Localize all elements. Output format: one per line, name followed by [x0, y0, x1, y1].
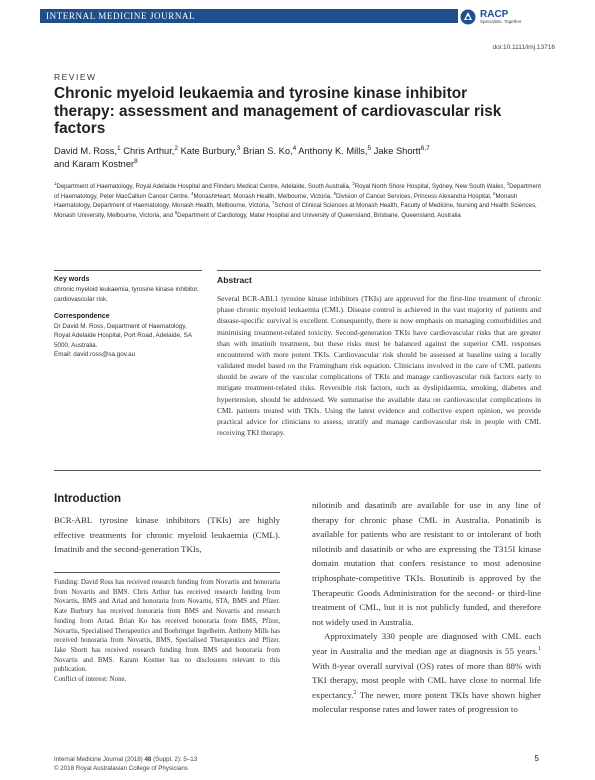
- correspondence-heading: Correspondence: [54, 312, 110, 320]
- affiliation-text: Division of Cancer Services, Princess Alexandra Hospital,: [335, 192, 494, 200]
- author-6-sup: 6,7: [420, 144, 430, 152]
- doi-link[interactable]: doi:10.1111/imj.13716: [492, 44, 555, 51]
- logo-tagline: Specialists. Together: [480, 18, 522, 24]
- author-2: Chris Arthur,: [120, 146, 175, 156]
- intro-paragraph: [312, 629, 541, 717]
- intro-column-1: [54, 513, 280, 557]
- affiliation-text: Department of Haematology, Peter MacCallum Cancer Centre,: [54, 183, 541, 200]
- affiliation-text: Royal North Shore Hospital, Sydney, New South Wales,: [354, 183, 507, 190]
- abstract-section: [217, 270, 541, 438]
- footer-copyright: © 2018 Royal Australasian College of Physicians: [54, 765, 188, 772]
- racp-seal-icon: [460, 9, 476, 25]
- author-4-sup: 4: [292, 144, 297, 152]
- footer-volume: 48: [144, 756, 152, 763]
- sidebar-info: [54, 270, 202, 367]
- intro-paragraph: BCR-ABL tyrosine kinase inhibitors (TKIs) are highly effective treatments for chronic myeloid leukaemia (CML). Imatinib and the second-generation TKIs,: [54, 515, 280, 555]
- journal-header-bar: [40, 9, 458, 23]
- correspondence-email[interactable]: Email: david.ross@sa.gov.au: [54, 351, 136, 359]
- footer-issue: (Suppl. 2): 5–13: [151, 756, 198, 763]
- page-number: 5: [534, 754, 539, 763]
- affiliation-text: MonashHeart, Monash Health, Melbourne, Victoria,: [193, 192, 334, 200]
- affiliation-text: Department of Cardiology, Mater Hospital and University of Queensland, Brisbane, Queensland, Australia: [177, 212, 461, 220]
- affiliation-sup: 4: [191, 190, 194, 196]
- footer-journal: Internal Medicine Journal (2018): [54, 756, 145, 763]
- keywords-heading: Key words: [54, 276, 90, 283]
- affiliation-sup: 2: [352, 180, 355, 186]
- abstract-text: Several BCR-ABL1 tyrosine kinase inhibitors (TKIs) are approved for the first-line treatment of chronic phase chronic myeloid leukaemia (CML). Disease control is achieved in the vast majority of patients and disease-specific survival is excellent. Consequently, there is now emphasis on managing comorbidities and minimising treatment-related toxicity. Second-generation TKIs have cardiovascular risks that are greater than with imatinib treatment, but these risks must be balanced against the superior CML responses encountered with more potent TKIs. Cardiovascular risk should be assessed at baseline using a locally validated model based on the Framingham risk equation. Clinicians involved in the care of CML patients should be aware of the vascular complications of TKIs and manage cardiovascular risk factors early to mitigate treatment-related risks. Reversible risk factors, such as dyslipidaemia, smoking, diabetes and hypertension, should be addressed. We summarise the available data on cardiovascular complications in CML patients treated with TKIs. Using the latest evidence and collective expert opinion, we provide practical advice for clinicians to assess, stratify and manage cardiovascular risk in people with CML receiving TKI therapy.: [217, 294, 541, 438]
- author-1: David M. Ross,: [54, 146, 118, 156]
- affiliation-text: Monash Haematology, Department of Haematology, Monash Health, Melbourne, Victoria,: [54, 192, 518, 210]
- author-2-sup: 2: [174, 144, 179, 152]
- author-list: [54, 145, 534, 171]
- affiliation-sup: 5: [333, 190, 336, 196]
- sidebar-rule: [54, 270, 202, 271]
- logo-name: RACP: [480, 8, 509, 20]
- page-footer: [54, 755, 529, 773]
- intro-text: With 8-year overall survival (OS) rates of more than 88% with TKI therapy, most people with CML have close to normal life expectancy.: [312, 660, 541, 700]
- journal-name: INTERNAL MEDICINE JOURNAL: [46, 11, 196, 21]
- author-5: Anthony K. Mills,: [296, 146, 368, 156]
- author-3: Kate Burbury,: [178, 146, 237, 156]
- affiliation-text: Department of Haematology, Royal Adelaide Hospital and Flinders Medical Centre, Adelaide, South Australia,: [56, 183, 353, 190]
- funding-rule: [54, 572, 280, 573]
- affiliation-text: School of Clinical Sciences at Monash Health, Faculty of Medicine, Nursing and Health Sciences, Monash University, Melbourne, Victoria, and: [54, 202, 537, 220]
- abstract-rule: [217, 270, 541, 271]
- funding-text: Funding: David Ross has received research funding from Novartis and honoraria from Novartis and BMS. Chris Arthur has received research funding from Novartis, BMS and Ariad and honoraria from Novartis, STA, BMS and Pfizer. Kate Burbury has received honoraria from BMS and Novartis and research funding from Ariad. Brian Ko has received honoraria from BMS, Pfizer, Novartis, Specialised Therapeutics and Boehringer Ingelheim. Anthony Mills has received honoraria from Novartis, BMS, Specialised Therapeutics and Pfizer. Jake Shortt has received research funding from BMS and honoraria from Novartis and BMS. Karam Kostner has no disclosures relevant to this publication.: [54, 579, 280, 674]
- conflict-text: Conflict of interest: None.: [54, 676, 127, 684]
- introduction-heading: Introduction: [54, 493, 122, 505]
- correspondence-line: Dr David M. Ross, Department of Haematology,: [54, 323, 187, 331]
- author-5-sup: 5: [367, 144, 372, 152]
- author-7: and Karam Kostner: [54, 159, 135, 169]
- funding-note: [54, 572, 280, 685]
- abstract-bottom-rule: [54, 470, 541, 471]
- affiliation-sup: 8: [174, 210, 178, 216]
- affiliation-sup: 7: [272, 200, 275, 206]
- correspondence-text: [54, 322, 202, 359]
- footer-citation: [54, 755, 529, 764]
- racp-logo: [460, 7, 555, 27]
- author-3-sup: 3: [236, 144, 241, 152]
- author-4: Brian S. Ko,: [240, 146, 293, 156]
- abstract-heading: Abstract: [217, 275, 252, 285]
- citation-ref[interactable]: 1: [537, 645, 541, 652]
- article-title: Chronic myeloid leukaemia and tyrosine kinase inhibitor therapy: assessment and management of cardiovascular risk factors: [54, 85, 502, 137]
- correspondence-line: 5000, Australia.: [54, 341, 98, 349]
- author-7-sup: 8: [134, 157, 138, 165]
- affiliation-sup: 6: [493, 190, 496, 196]
- keywords-text: chronic myeloid leukaemia, tyrosine kinase inhibitor, cardiovascular risk.: [54, 286, 199, 303]
- intro-text: Approximately 330 people are diagnosed with CML each year in Australia and the median age at diagnosis is 55 years.: [312, 631, 541, 656]
- author-1-sup: 1: [117, 144, 121, 152]
- intro-column-2: [312, 498, 541, 717]
- intro-text: The newer, more potent TKIs have shown higher molecular response rates and lower rates of progression to: [312, 689, 541, 715]
- affiliation-sup: 1: [54, 180, 57, 186]
- citation-ref[interactable]: 2: [353, 688, 357, 696]
- author-6: Jake Shortt: [371, 146, 421, 156]
- section-label: REVIEW: [54, 72, 97, 82]
- intro-paragraph: nilotinib and dasatinib are available for use in any line of therapy for chronic phase CML in Australia. Ponatinib is available for patients who are resistant to or intolerant of both nilotinib and dasatinib or who are expressing the T315I kinase domain mutation that confers resistance to most adenosine triphosphate-competitive TKIs. Bosutinib is approved by the Therapeutic Goods Administration for the second- or third-line treatment of CML, but it is not publicly funded, and therefore not widely used in Australia.: [312, 500, 541, 627]
- affiliations: [54, 182, 544, 221]
- affiliation-sup: 3: [506, 180, 510, 186]
- correspondence-line: Royal Adelaide Hospital, Port Road, Adelaide, SA: [54, 332, 192, 340]
